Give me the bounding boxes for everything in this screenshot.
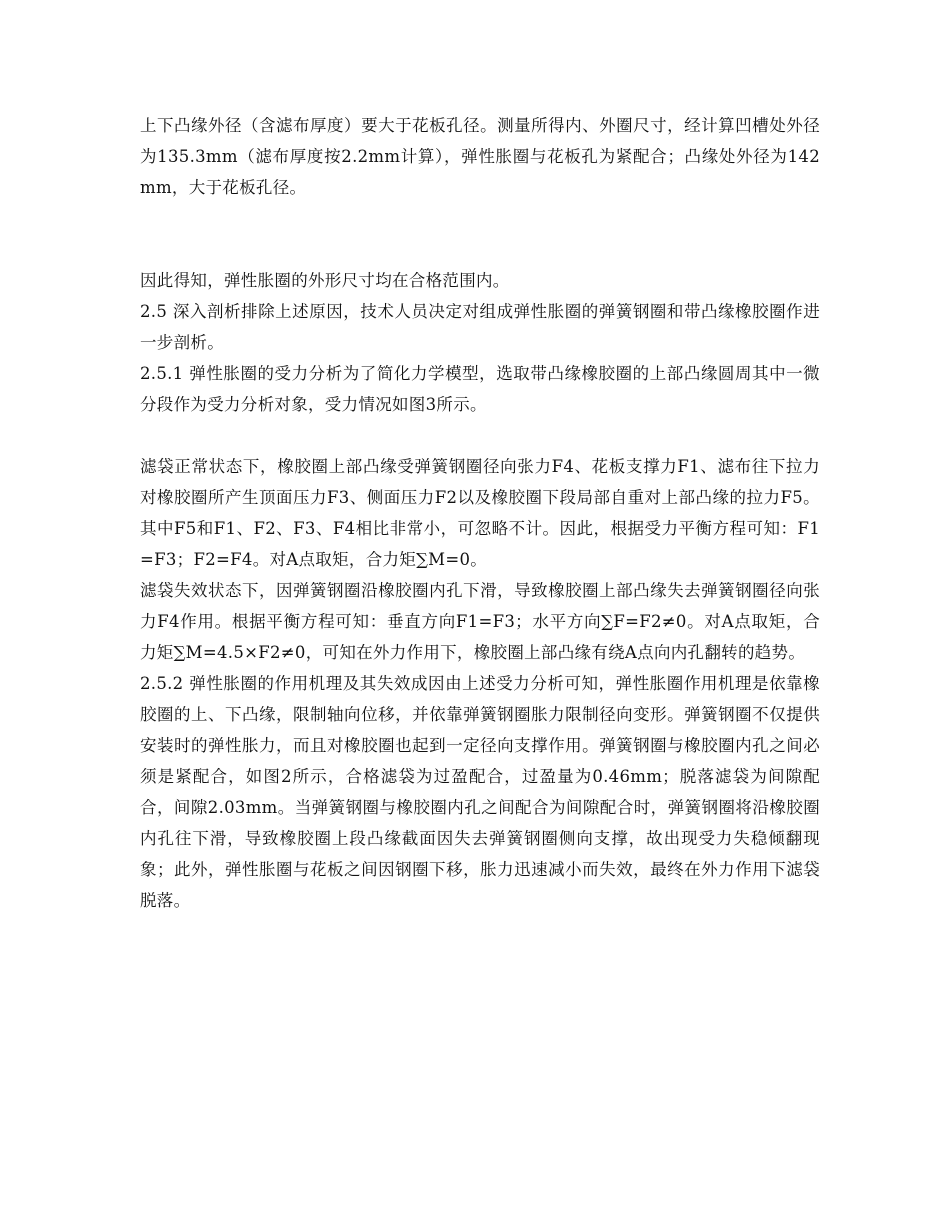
paragraph-section-2-5-1: 2.5.1 弹性胀圈的受力分析为了简化力学模型，选取带凸缘橡胶圈的上部凸缘圆周其中一微分段作为受力分析对象，受力情况如图3所示。 — [140, 364, 820, 414]
paragraph-gap — [140, 420, 820, 451]
document-body — [140, 110, 820, 916]
paragraph-outer-diameter: 上下凸缘外径（含滤布厚度）要大于花板孔径。测量所得内、外圈尺寸，经计算凹槽处外径为135.3mm（滤布厚度按2.2mm计算），弹性胀圈与花板孔为紧配合；凸缘处外径为142mm，大于花板孔径。 — [140, 116, 820, 197]
paragraph-section-2-5: 2.5 深入剖析排除上述原因，技术人员决定对组成弹性胀圈的弹簧钢圈和带凸缘橡胶圈作进一步剖析。 — [140, 302, 820, 352]
paragraph-section-2-5-2: 2.5.2 弹性胀圈的作用机理及其失效成因由上述受力分析可知，弹性胀圈作用机理是依靠橡胶圈的上、下凸缘，限制轴向位移，并依靠弹簧钢圈胀力限制径向变形。弹簧钢圈不仅提供安装时的弹性胀力，而且对橡胶圈也起到一定径向支撑作用。弹簧钢圈与橡胶圈内孔之间必须是紧配合，如图2所示，合格滤袋为过盈配合，过盈量为0.46mm；脱落滤袋为间隙配合，间隙2.03mm。当弹簧钢圈与橡胶圈内孔之间配合为间隙配合时，弹簧钢圈将沿橡胶圈内孔往下滑，导致橡胶圈上段凸缘截面因失去弹簧钢圈侧向支撑，故出现受力失稳倾翻现象；此外，弹性胀圈与花板之间因钢圈下移，胀力迅速减小而失效，最终在外力作用下滤袋脱落。 — [140, 674, 820, 910]
paragraph-conclusion: 因此得知，弹性胀圈的外形尺寸均在合格范围内。 — [140, 271, 510, 290]
paragraph-gap — [140, 203, 820, 265]
paragraph-failure-state: 滤袋失效状态下，因弹簧钢圈沿橡胶圈内孔下滑，导致橡胶圈上部凸缘失去弹簧钢圈径向张力F4作用。根据平衡方程可知：垂直方向F1=F3；水平方向∑F=F2≠0。对A点取矩，合力矩∑M=4.5×F2≠0，可知在外力作用下，橡胶圈上部凸缘有绕A点向内孔翻转的趋势。 — [140, 581, 820, 662]
paragraph-normal-state: 滤袋正常状态下，橡胶圈上部凸缘受弹簧钢圈径向张力F4、花板支撑力F1、滤布往下拉力对橡胶圈所产生顶面压力F3、侧面压力F2以及橡胶圈下段局部自重对上部凸缘的拉力F5。其中F5和F1、F2、F3、F4相比非常小，可忽略不计。因此，根据受力平衡方程可知：F1=F3；F2=F4。对A点取矩，合力矩∑M=0。 — [140, 457, 820, 569]
